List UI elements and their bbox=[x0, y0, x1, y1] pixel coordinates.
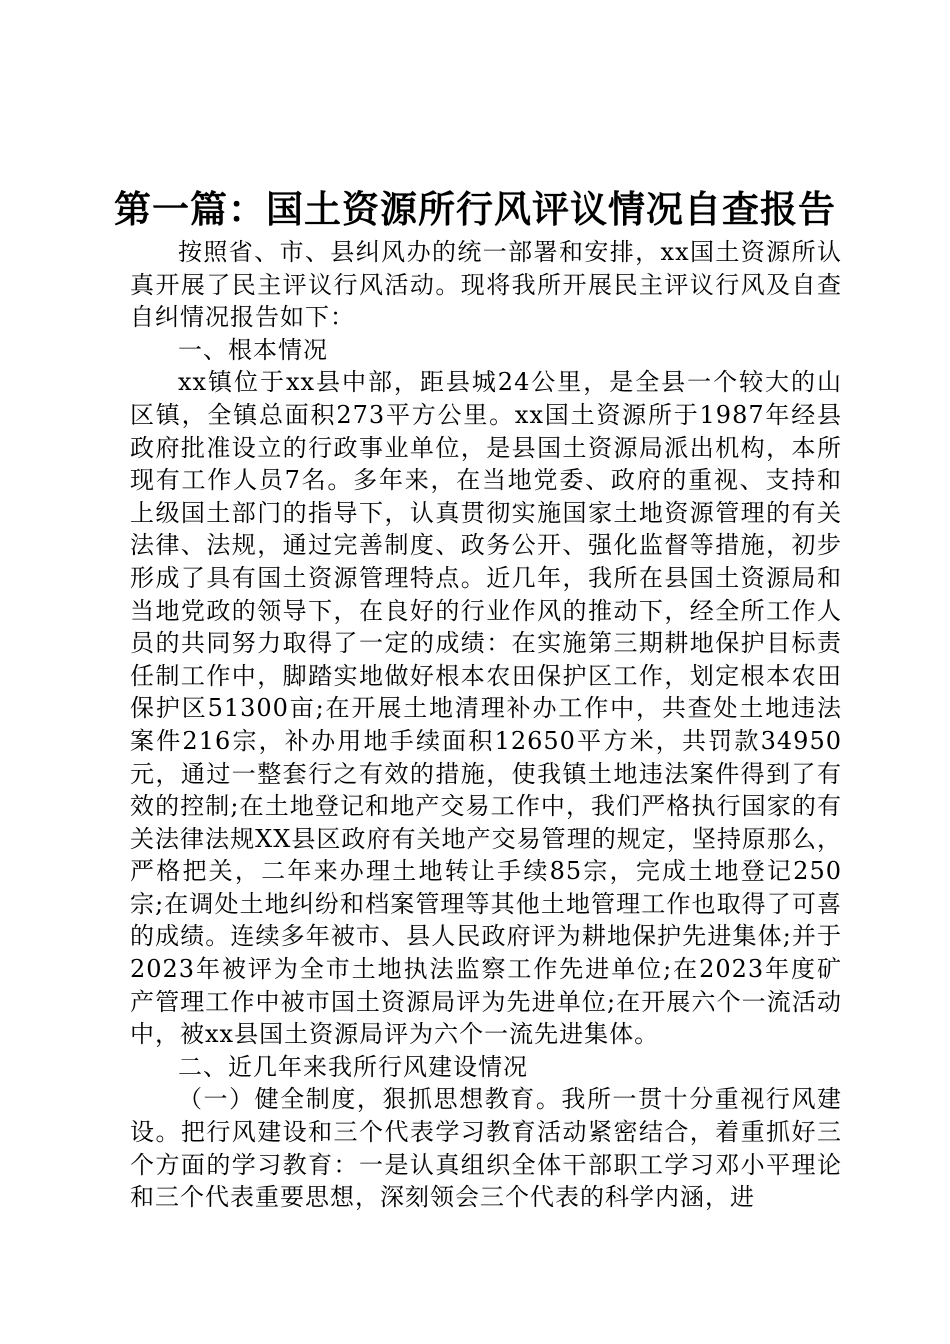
section-2-paragraph: （一）健全制度，狠抓思想教育。我所一贯十分重视行风建设。把行风建设和三个代表学习教育活动紧密结合，着重抓好三个方面的学习教育：一是认真组织全体干部职工学习邓小平理论和三个代表重要思想，深刻领会三个代表的科学内涵，进 bbox=[130, 1085, 842, 1212]
document-body bbox=[130, 236, 842, 1214]
document-title: 第一篇：国土资源所行风评议情况自查报告 bbox=[114, 187, 836, 231]
section-2-heading: 二、近几年来我所行风建设情况 bbox=[178, 1052, 528, 1081]
intro-paragraph: 按照省、市、县纠风办的统一部署和安排，xx国土资源所认真开展了民主评议行风活动。现将我所开展民主评议行风及自查自纠情况报告如下： bbox=[130, 238, 842, 332]
section-1-heading: 一、根本情况 bbox=[178, 335, 328, 364]
section-1-paragraph: xx镇位于xx县中部，距县城24公里，是全县一个较大的山区镇，全镇总面积273平方公里。xx国土资源所于1987年经县政府批准设立的行政事业单位，是县国土资源局派出机构，本所现有工作人员7名。多年来，在当地党委、政府的重视、支持和上级国土部门的指导下，认真贯彻实施国家土地资源管理的有关法律、法规，通过完善制度、政务公开、强化监督等措施，初步形成了具有国土资源管理特点。近几年，我所在县国土资源局和当地党政的领导下，在良好的行业作风的推动下，经全所工作人员的共同努力取得了一定的成绩：在实施第三期耕地保护目标责任制工作中，脚踏实地做好根本农田保护区工作，划定根本农田保护区51300亩;在开展土地清理补办工作中，共查处土地违法案件216宗，补办用地手续面积12650平方米，共罚款34950元，通过一整套行之有效的措施，使我镇土地违法案件得到了有效的控制;在土地登记和地产交易工作中，我们严格执行国家的有关法律法规XX县区政府有关地产交易管理的规定，坚持原那么，严格把关，二年来办理土地转让手续85宗，完成土地登记250宗;在调处土地纠纷和档案管理等其他土地管理工作也取得了可喜的成绩。连续多年被市、县人民政府评为耕地保护先进集体;并于2023年被评为全市土地执法监察工作先进单位;在2023年度矿产管理工作中被市国土资源局评为先进单位;在开展六个一流活动中，被xx县国土资源局评为六个一流先进集体。 bbox=[130, 368, 842, 1049]
